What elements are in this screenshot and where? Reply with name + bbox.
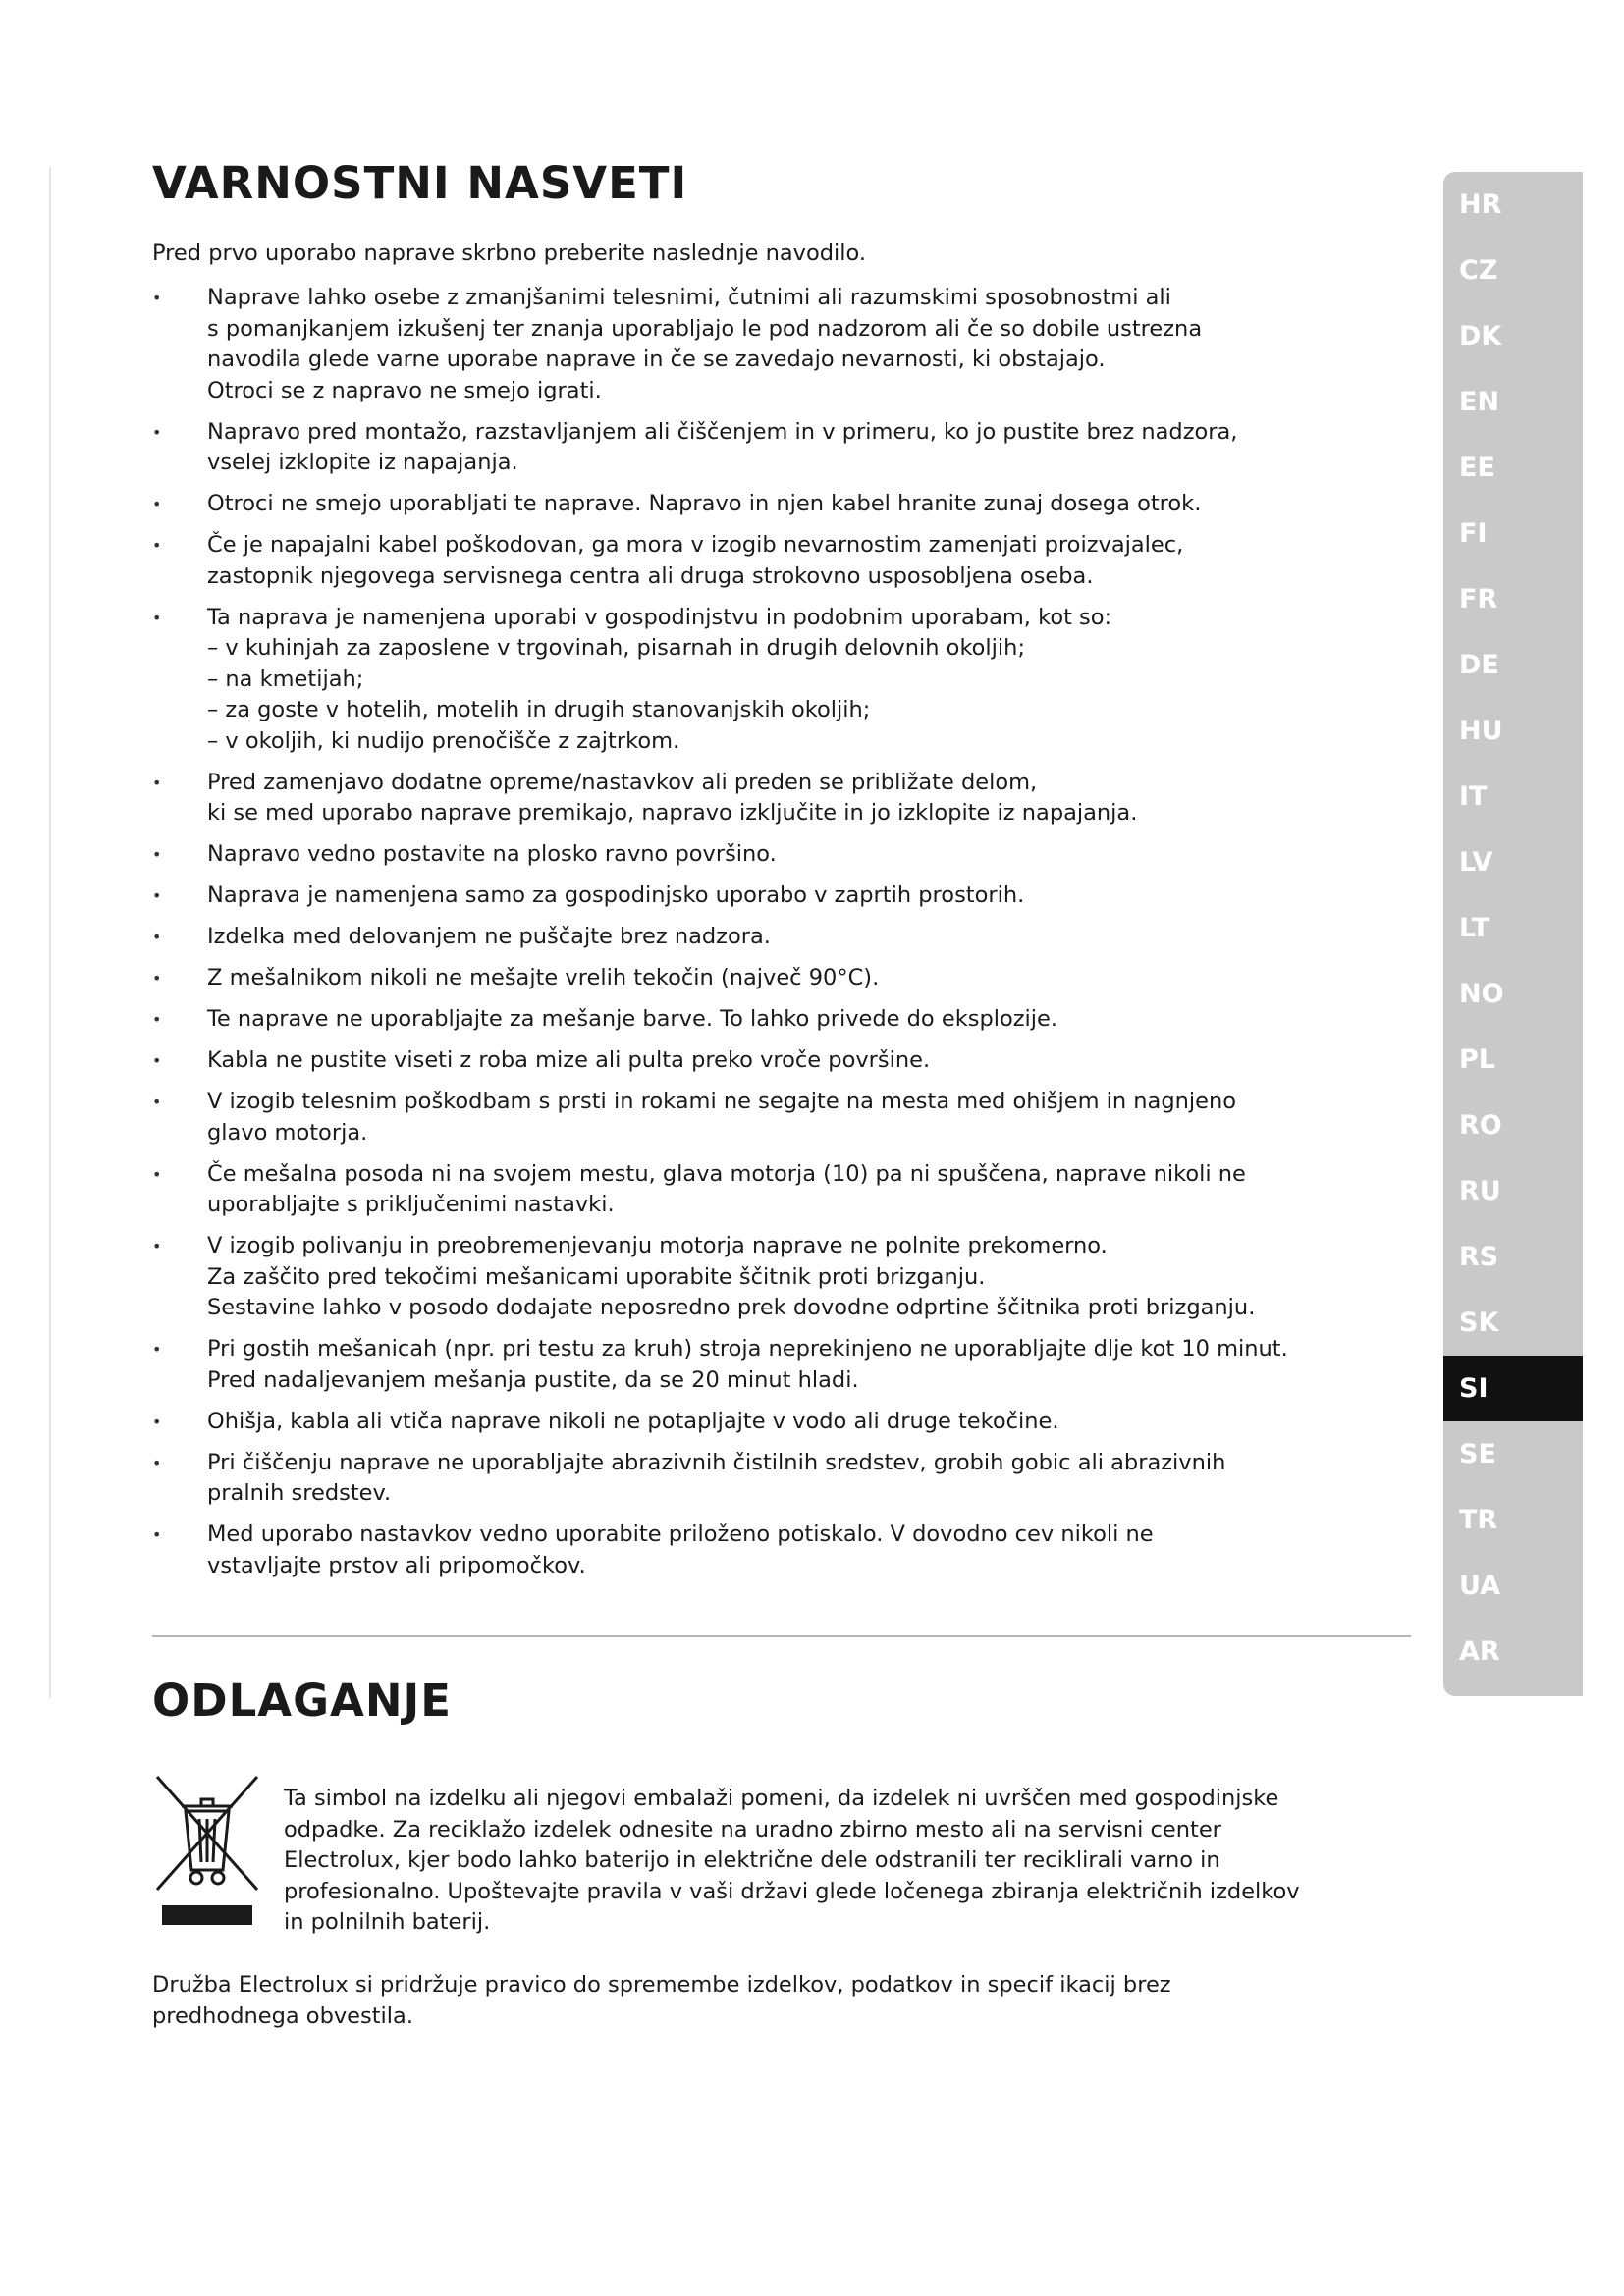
tab-lang-lv[interactable]: [1443, 829, 1583, 895]
tab-label: NO: [1459, 979, 1504, 1009]
tab-lang-en[interactable]: [1443, 369, 1583, 435]
tab-lang-ar[interactable]: [1443, 1619, 1583, 1684]
tab-lang-de[interactable]: [1443, 632, 1583, 698]
tab-lang-hu[interactable]: [1443, 698, 1583, 764]
list-item: [152, 768, 1409, 829]
tab-lang-se[interactable]: [1443, 1421, 1583, 1487]
safety-intro: Pred prvo uporabo naprave skrbno preberite naslednje navodilo.: [152, 240, 867, 266]
list-item-text: Med uporabo nastavkov vedno uporabite priloženo potiskalo. V dovodno cev nikoli ne vstavljajte prstov ali pripomočkov.: [207, 1522, 1154, 1578]
list-item: [152, 881, 1409, 912]
list-item-text: Napravo pred montažo, razstavljanjem ali čiščenjem in v primeru, ko jo pustite brez nadzora, vselej izklopite iz napajanja.: [207, 418, 1238, 475]
list-item-text: Pri gostih mešanicah (npr. pri testu za kruh) stroja neprekinjeno ne uporabljajte dlje kot 10 minut. Pred nadaljevanjem mešanja pustite, da se 20 minut hladi.: [207, 1336, 1288, 1393]
list-item-text: Izdelka med delovanjem ne puščajte brez nadzora.: [207, 924, 771, 949]
list-item: [152, 963, 1409, 994]
list-item: [152, 1334, 1409, 1396]
section-divider: [152, 1635, 1411, 1637]
list-item-text: Kabla ne pustite viseti z roba mize ali pulta preko vroče površine.: [207, 1047, 931, 1073]
tab-label: TR: [1459, 1505, 1498, 1535]
list-item-text: Naprava je namenjena samo za gospodinjsko uporabo v zaprtih prostorih.: [207, 882, 1025, 908]
list-item: [152, 417, 1409, 479]
tab-label: RS: [1459, 1242, 1499, 1272]
tab-lang-ro[interactable]: [1443, 1093, 1583, 1158]
list-item-text: Ta naprava je namenjena uporabi v gospodinjstvu in podobnim uporabam, kot so: – v kuhinjah za zaposlene v trgovinah, pisarnah in drugih delovnih okoljih; – na kmetijah; – za goste v hotelih, motelih in drugih stanovanjskih okoljih; – v okoljih, ki nudijo prenočišče z zajtrkom.: [207, 604, 1112, 754]
tab-label: FI: [1459, 518, 1488, 549]
list-item: [152, 1045, 1409, 1077]
tab-lang-si[interactable]: [1443, 1356, 1583, 1421]
tab-lang-fr[interactable]: [1443, 566, 1583, 632]
footer-notice: Družba Electrolux si pridržuje pravico do spremembe izdelkov, podatkov in specif ikacij brez predhodnega obvestila.: [152, 1972, 1171, 2029]
tab-lang-fi[interactable]: [1443, 501, 1583, 566]
tab-lang-ee[interactable]: [1443, 435, 1583, 501]
list-item-text: Naprave lahko osebe z zmanjšanimi telesnimi, čutnimi ali razumskimi sposobnostmi ali s pomanjkanjem izkušenj ter znanja uporabljajo le pod nadzorom ali če so dobile ustrezna navodila glede varne uporabe naprave in če se zavedajo nevarnosti, ki obstajajo. Otroci se z napravo ne smejo igrati.: [207, 285, 1203, 403]
tab-lang-dk[interactable]: [1443, 303, 1583, 369]
tab-label: SE: [1459, 1439, 1496, 1469]
tab-label: AR: [1459, 1636, 1500, 1667]
safety-list: [152, 283, 1409, 1581]
tab-label: EE: [1459, 453, 1495, 483]
tab-label: DE: [1459, 650, 1499, 680]
tab-lang-sk[interactable]: [1443, 1290, 1583, 1356]
tab-label: PL: [1459, 1044, 1495, 1075]
list-item-text: Te naprave ne uporabljajte za mešanje barve. To lahko privede do eksplozije.: [207, 1006, 1058, 1032]
list-item-text: V izogib telesnim poškodbam s prsti in rokami ne segajte na mesta med ohišjem in nagnjeno glavo motorja.: [207, 1089, 1237, 1146]
tab-lang-ua[interactable]: [1443, 1553, 1583, 1619]
tab-lang-it[interactable]: [1443, 764, 1583, 829]
tab-label: FR: [1459, 584, 1498, 614]
list-item-text: Ohišja, kabla ali vtiča naprave nikoli ne potapljajte v vodo ali druge tekočine.: [207, 1408, 1059, 1434]
safety-section: [152, 157, 1409, 1592]
tab-lang-tr[interactable]: [1443, 1487, 1583, 1553]
tab-label: HU: [1459, 716, 1503, 746]
list-item-text: Pri čiščenju naprave ne uporabljajte abrazivnih čistilnih sredstev, grobih gobic ali abrazivnih pralnih sredstev.: [207, 1449, 1226, 1506]
weee-crossed-bin-icon: [152, 1772, 262, 1929]
list-item-text: Pred zamenjavo dodatne opreme/nastavkov ali preden se približate delom, ki se med uporabo naprave premikajo, napravo izključite in jo izklopite iz napajanja.: [207, 769, 1138, 826]
tab-lang-lt[interactable]: [1443, 895, 1583, 961]
list-item: [152, 1159, 1409, 1221]
list-item-text: Z mešalnikom nikoli ne mešajte vrelih tekočin (največ 90°C).: [207, 965, 880, 990]
tab-label: HR: [1459, 189, 1502, 220]
tab-label: RO: [1459, 1110, 1502, 1141]
list-item-text: Napravo vedno postavite na plosko ravno površino.: [207, 841, 777, 867]
language-tabs: [1443, 172, 1583, 1696]
tab-label: CZ: [1459, 255, 1498, 286]
list-item: [152, 1231, 1409, 1324]
tab-label: IT: [1459, 781, 1488, 812]
list-item-text: V izogib polivanju in preobremenjevanju motorja naprave ne polnite prekomerno. Za zaščito pred tekočimi mešanicami uporabite ščitnik proti brizganju. Sestavine lahko v posodo dodajate neposredno prek dovodne odprtine ščitnika proti brizganju.: [207, 1233, 1256, 1320]
tab-lang-no[interactable]: [1443, 961, 1583, 1027]
list-item-text: Če je napajalni kabel poškodovan, ga mora v izogib nevarnostim zamenjati proizvajalec, zastopnik njegovega servisnega centra ali druga strokovno usposobljena oseba.: [207, 532, 1184, 589]
safety-title: VARNOSTNI NASVETI: [152, 157, 688, 209]
list-item: [152, 1448, 1409, 1510]
list-item: [152, 839, 1409, 871]
tab-label: UA: [1459, 1571, 1500, 1601]
list-item: [152, 1004, 1409, 1036]
tab-lang-ru[interactable]: [1443, 1158, 1583, 1224]
list-item: [152, 1087, 1409, 1148]
left-margin-rule: [49, 167, 51, 1698]
disposal-title: ODLAGANJE: [152, 1675, 453, 1727]
list-item-text: Otroci ne smejo uporabljati te naprave. Napravo in njen kabel hranite zunaj dosega otrok.: [207, 491, 1202, 516]
tab-label: EN: [1459, 387, 1500, 417]
list-item: [152, 530, 1409, 592]
list-item: [152, 1407, 1409, 1438]
tab-label: SI: [1459, 1373, 1489, 1404]
tab-label: SK: [1459, 1308, 1499, 1338]
list-item: [152, 489, 1409, 520]
list-item: [152, 1520, 1409, 1581]
list-item-text: Če mešalna posoda ni na svojem mestu, glava motorja (10) pa ni spuščena, naprave nikoli ne uporabljajte s priključenimi nastavki.: [207, 1160, 1246, 1217]
tab-lang-hr[interactable]: [1443, 172, 1583, 238]
tab-lang-cz[interactable]: [1443, 238, 1583, 303]
tab-label: LT: [1459, 913, 1490, 943]
list-item: [152, 283, 1409, 406]
disposal-text: Ta simbol na izdelku ali njegovi embalaži pomeni, da izdelek ni uvrščen med gospodinjske odpadke. Za reciklažo izdelek odnesite na uradno zbirno mesto ali na servisni center Electrolux, kjer bodo lahko baterijo in električne dele odstranili ter reciklirali varno in profesionalno. Upoštevajte pravila v vaši državi glede ločenega zbiranja električnih izdelkov in polnilnih baterij.: [284, 1786, 1300, 1935]
list-item: [152, 922, 1409, 953]
tab-lang-pl[interactable]: [1443, 1027, 1583, 1093]
tab-label: LV: [1459, 847, 1493, 878]
tab-lang-rs[interactable]: [1443, 1224, 1583, 1290]
list-item: [152, 603, 1409, 758]
tab-label: RU: [1459, 1176, 1501, 1206]
tab-label: DK: [1459, 321, 1502, 351]
